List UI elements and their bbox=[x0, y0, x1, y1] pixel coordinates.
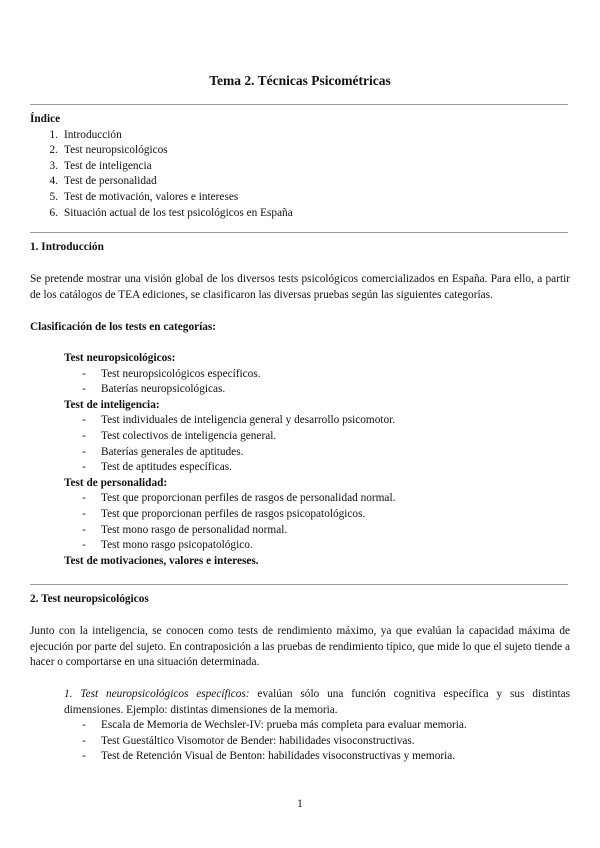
category-item: - Baterías generales de aptitudes. bbox=[82, 445, 244, 458]
category-heading: Test de motivaciones, valores e intereses. bbox=[64, 554, 259, 567]
category-heading: Test de inteligencia: bbox=[64, 398, 160, 411]
page-number: 1 bbox=[297, 798, 303, 810]
index-item: 4. Test de personalidad bbox=[49, 175, 157, 188]
section1-heading: 1. Introducción bbox=[30, 241, 104, 253]
subsection-paragraph bbox=[30, 687, 570, 718]
category-item: - Test de aptitudes específicas. bbox=[82, 461, 232, 474]
category-item: - Test colectivos de inteligencia general. bbox=[82, 429, 277, 442]
category-item: - Test que proporcionan perfiles de rasgos de personalidad normal. bbox=[82, 492, 396, 505]
example-item: - Test Guestáltico Visomotor de Bender: habilidades visoconstructivas. bbox=[82, 734, 415, 747]
section2-paragraph: Junto con la inteligencia, se conocen como tests de rendimiento máximo, ya que evalúan la capacidad máxima de ejecución por parte del sujeto. En contraposición a las pruebas de rendimiento típico, que mide lo que el sujeto tiende a hacer o comportarse en una situación determinada. bbox=[30, 625, 570, 669]
index-heading: Índice bbox=[30, 113, 61, 125]
divider bbox=[30, 232, 568, 233]
index-item: 6. Situación actual de los test psicológicos en España bbox=[49, 206, 293, 219]
section1-paragraph: Se pretende mostrar una visión global de los diversos tests psicológicos comercializados en España. Para ello, a partir de los catálogos de TEA ediciones, se clasificaron las diversas pruebas según las siguientes categorías. bbox=[30, 273, 570, 301]
example-item: - Test de Retención Visual de Benton: habilidades visoconstructivas y memoria. bbox=[82, 750, 456, 763]
index-item: 5. Test de motivación, valores e intereses bbox=[49, 190, 239, 203]
category-heading: Test neuropsicológicos: bbox=[64, 352, 176, 364]
subsection-block bbox=[30, 687, 570, 765]
classification-heading: Clasificación de los tests en categorías: bbox=[30, 321, 217, 333]
index-list bbox=[30, 128, 570, 222]
category-item: - Test individuales de inteligencia general y desarrollo psicomotor. bbox=[82, 414, 396, 427]
subsection-text: evalúan sólo una función cognitiva específica y sus distintas dimensiones. Ejemplo: distintas dimensiones de la memoria. bbox=[64, 688, 570, 716]
subsection-title: 1. Test neuropsicológicos específicos: bbox=[64, 688, 250, 700]
category-item: - Test mono rasgo de personalidad normal. bbox=[82, 523, 288, 536]
category-heading: Test de personalidad: bbox=[64, 476, 168, 489]
category-item: - Test neuropsicológicos específicos. bbox=[82, 367, 261, 380]
category-list bbox=[30, 351, 570, 569]
index-item: 1. Introducción bbox=[49, 128, 122, 141]
example-item: - Escala de Memoria de Wechsler-IV: prueba más completa para evaluar memoria. bbox=[82, 719, 467, 732]
category-item: - Baterías neuropsicológicas. bbox=[82, 383, 226, 396]
divider bbox=[30, 104, 568, 105]
category-item: - Test mono rasgo psicopatológico. bbox=[82, 539, 253, 552]
category-item: - Test que proporcionan perfiles de rasgos psicopatológicos. bbox=[82, 507, 366, 520]
index-item: 3. Test de inteligencia bbox=[49, 159, 152, 172]
index-item: 2. Test neuropsicológicos bbox=[49, 144, 168, 157]
section2-heading: 2. Test neuropsicológicos bbox=[30, 593, 149, 605]
index-block bbox=[30, 112, 570, 221]
page-title: Tema 2. Técnicas Psicométricas bbox=[209, 73, 391, 88]
divider bbox=[30, 584, 568, 585]
